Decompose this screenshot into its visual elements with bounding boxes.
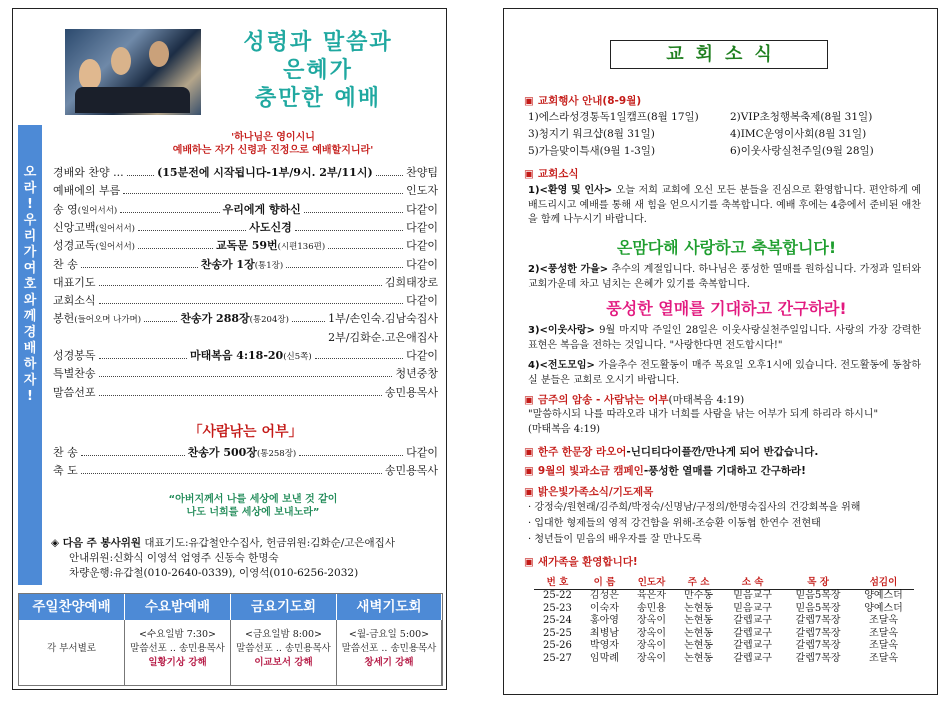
table-cell: 25-25: [543, 627, 572, 639]
square-bullet-icon: ▣: [524, 556, 534, 568]
paragraph-label: 2)<풍성한 가을>: [528, 264, 609, 275]
order-item-name: [53, 347, 96, 363]
order-item-name: [53, 444, 78, 460]
dotted-leader: [99, 387, 382, 396]
section-heading-text: 금주의 암송 - 사람낚는 어부: [537, 394, 669, 406]
order-item-leader: 찬양팀: [406, 166, 439, 179]
order-item-name: [53, 219, 135, 235]
church-news-page: [503, 8, 938, 695]
side-banner-char: 라: [23, 181, 37, 196]
order-item-name: [53, 384, 96, 400]
square-bullet-icon: ▣: [524, 446, 534, 458]
memory-verse: "말씀하시되 나를 따라오라 내가 너희를 사람을 낚는 어부가 되게 하리라 하시니": [528, 409, 879, 420]
order-item-leader: 다같이: [406, 220, 438, 234]
service-heading: 금요기도회: [231, 594, 337, 620]
order-name-text: 찬 송: [53, 257, 78, 271]
servers-line: 안내위원:신화식 이영석 엄영주 신동숙 한명숙: [69, 552, 279, 564]
order-name-text: 송 영: [53, 202, 78, 216]
order-item-name: [53, 310, 141, 326]
order-item-detail: [188, 444, 297, 460]
order-item: [53, 329, 438, 346]
servers-line: 차량운행:유갑철(010-2640-0339), 이영석(010-6256-2032): [69, 567, 359, 579]
order-name-text: 축 도: [53, 464, 78, 478]
prayer-item: · 강정숙/원현래/김주희/박정숙/신명남/구정의/한명숙집사의 건강회복을 위해: [528, 502, 861, 513]
square-bullet-icon: ▣: [524, 394, 534, 406]
order-item: [53, 365, 438, 382]
dotted-leader: [99, 350, 187, 359]
top-verse: [153, 131, 393, 157]
order-name-text: 교회소식: [53, 294, 96, 308]
servers-heading: ◈ 다음 주 봉사위원: [51, 537, 142, 549]
table-cell: 만수동: [684, 590, 714, 601]
order-detail-note: (신5쪽): [283, 352, 312, 362]
order-detail-text: (15분전에 시작됩니다-1부/9시. 2부/11시): [157, 166, 373, 179]
table-cell: 25-23: [543, 602, 572, 614]
table-cell: 조달옥: [869, 615, 899, 626]
section-heading: [524, 392, 929, 407]
table-cell: 갈렙교구: [733, 652, 772, 664]
worship-title: [193, 29, 443, 113]
dotted-leader: [99, 295, 404, 304]
order-item: [53, 219, 438, 236]
order-detail-text: 찬송가 288장: [180, 312, 250, 326]
order-item: [53, 310, 438, 327]
memory-verse-reference: (마태복음 4:19): [528, 424, 601, 435]
table-cell: 갈렙7목장: [795, 640, 841, 651]
dotted-leader: [81, 259, 198, 268]
highlight-message: 온맘다해 사랑하고 축복합니다!: [616, 238, 837, 257]
table-cell: 장옥이: [637, 615, 666, 626]
title-line: 성령과 말씀과: [243, 30, 393, 55]
section-heading-text: -풍성한 열매를 기대하고 간구하라!: [643, 465, 806, 477]
table-header-cell: 인도자: [628, 573, 675, 590]
table-cell: 믿음교구: [733, 602, 772, 614]
table-cell: 박영자: [589, 640, 619, 651]
order-item-name: [53, 201, 117, 217]
order-item: [53, 462, 438, 479]
order-item-leader: 김희태장로: [384, 275, 438, 289]
dotted-leader: [123, 185, 403, 194]
order-item-leader: 청년중창: [395, 367, 438, 381]
dotted-leader: [286, 259, 403, 268]
order-item-name: [53, 256, 78, 272]
order-name-text: 예배에의 부름: [53, 184, 121, 198]
dotted-leader: [315, 350, 403, 359]
section-heading-text: 교회소식: [537, 168, 579, 180]
order-name-text: 찬 송: [53, 446, 78, 459]
order-name-text: 봉헌: [53, 312, 75, 326]
order-item: [53, 347, 438, 364]
table-body: [534, 590, 914, 666]
order-detail-note: (통204장): [249, 315, 289, 326]
table-row: [534, 628, 914, 641]
dotted-leader: [81, 465, 382, 474]
section-heading: [524, 554, 929, 569]
order-detail-note: (시편136편): [277, 242, 326, 253]
event-item: 2)VIP초청행복축제(8월 31일): [730, 111, 873, 123]
next-week-servers: [51, 536, 446, 581]
order-detail-text: 우리에게 향하신: [222, 202, 301, 216]
table-cell: 논현동: [684, 640, 714, 651]
order-item-name: [53, 292, 96, 308]
order-item-name: [53, 365, 96, 381]
paragraph-text: 오늘 저희 교회에 오신 모든 분들을 진심으로 환영합니다. 편안하게 예배드리시고 예배를 통해 새 힘을 얻으시기를 축복합니다. 예배 후에는 4층에서 준비된 애찬을 함께 나누시기 바랍니다.: [528, 185, 921, 225]
service-heading: 수요밤예배: [125, 594, 231, 620]
prayer-item: · 입대한 형제들의 영적 강건함을 위해-조승환 이동협 한연수 전현태: [528, 518, 821, 529]
table-cell: 논현동: [684, 652, 714, 664]
order-item: [53, 164, 438, 181]
table-cell: 장옥이: [637, 627, 666, 639]
table-header-cell: 목 장: [783, 573, 853, 590]
order-item-name: [53, 274, 96, 290]
order-item-name: [53, 462, 78, 478]
service-line: 말씀선포 .. 송민용목사: [341, 643, 437, 654]
order-detail-note: (통1장): [254, 260, 284, 271]
dotted-leader: [376, 167, 403, 176]
order-item: [53, 201, 438, 218]
table-header-cell: 섬김이: [853, 573, 914, 590]
side-banner-char: 가: [23, 245, 37, 260]
section-heading: [524, 463, 929, 478]
dotted-leader: [99, 368, 393, 377]
order-item-name: [53, 164, 124, 180]
servers-line: 대표기도:유갑철안수집사, 헌금위원:김화순/고은애집사: [144, 537, 395, 549]
section-heading-text: 교회행사 안내(8-9월): [537, 95, 642, 107]
event-item: 1)에스라성경통독1일캠프(8월 17일): [528, 111, 699, 123]
verse-line: “아버지께서 나를 세상에 보낸 것 같이: [168, 494, 338, 505]
table-cell: 조달옥: [869, 652, 899, 664]
order-item-name: [53, 237, 135, 253]
order-item-leader: 송민용목사: [384, 385, 438, 399]
worship-order-page: [12, 8, 447, 690]
section-reference: (마태복음 4:19): [668, 394, 745, 406]
order-name-text: 말씀선포: [53, 385, 96, 399]
dotted-leader: [120, 204, 219, 213]
order-item-detail: [201, 256, 283, 272]
order-detail-note: (통258장): [256, 449, 297, 459]
square-bullet-icon: ▣: [524, 168, 534, 180]
service-details: [337, 620, 442, 685]
order-item-detail: [180, 310, 289, 326]
section-heading-text: 밝은빛가족소식/기도제목: [537, 486, 654, 498]
paragraph-text: 9월 마지막 주일인 28일은 이웃사랑실천주일입니다. 사랑의 가장 강력한 표현은 복음을 전하는 것입니다. "사랑한다면 전도합시다!": [528, 325, 921, 351]
order-item-leader: 인도자: [406, 184, 438, 198]
service-heading: 주일찬양예배: [19, 594, 125, 620]
dotted-leader: [304, 204, 403, 213]
table-cell: 양예스더: [864, 602, 903, 614]
section-heading: [524, 93, 929, 108]
order-item-leader: 송민용목사: [384, 464, 438, 478]
dotted-leader: [99, 277, 382, 286]
table-cell: 갈렙교구: [733, 640, 772, 651]
order-item-leader: 다같이: [406, 257, 439, 271]
title-line: 은혜가: [283, 58, 353, 83]
dotted-leader: [81, 447, 185, 456]
order-detail-text: 교독문 59번: [215, 239, 278, 253]
table-cell: 갈렙7목장: [795, 615, 841, 626]
order-item: [53, 182, 438, 199]
order-name-text: 성경교독: [53, 239, 96, 253]
order-item-leader: 다같이: [406, 349, 439, 362]
service-line: 말씀선포 .. 송민용목사: [236, 643, 331, 654]
order-item-detail: [249, 219, 292, 235]
side-banner: [18, 125, 42, 585]
service-heading: 새벽기도회: [337, 594, 442, 620]
order-item-detail: [190, 347, 312, 363]
service-details: [231, 620, 337, 685]
services-table: [18, 593, 443, 686]
highlight-message: 풍성한 열매를 기대하고 간구하라!: [606, 299, 847, 318]
paragraph-label: 4)<전도모임>: [528, 360, 595, 371]
order-item-name: [53, 182, 120, 198]
order-name-note: (일어서서): [95, 242, 135, 253]
title-line: 충만한 예배: [255, 86, 381, 111]
table-row: [534, 590, 914, 603]
side-banner-char: 자: [23, 373, 37, 388]
section-heading-text: -닌디티다이플깐/만나게 되어 반갑습니다.: [626, 446, 819, 458]
table-cell: 김성은: [589, 590, 619, 601]
table-header-cell: 주 소: [675, 573, 722, 590]
news-paragraph: [528, 184, 921, 228]
order-item-detail: [157, 164, 373, 180]
order-item: [53, 256, 438, 273]
section-heading: [524, 444, 929, 459]
table-cell: 믿음5목장: [795, 602, 841, 614]
section-heading-text: 새가족을 환영합니다!: [537, 556, 638, 568]
side-banner-char: 와: [23, 293, 37, 308]
order-item-leader: 다같이: [406, 446, 438, 459]
event-item: 6)이웃사랑실천주일(9월 28일): [730, 145, 874, 157]
side-banner-char: 께: [23, 309, 37, 324]
side-banner-char: 리: [23, 229, 37, 244]
table-cell: 갈렙교구: [733, 615, 772, 626]
event-item: 3)청지기 워크샵(8월 31일): [528, 128, 655, 140]
section-heading-text: 한주 한문장 라오어: [537, 446, 627, 458]
table-cell: 이숙자: [589, 602, 619, 614]
order-item-detail: [216, 237, 325, 253]
table-row: [534, 653, 914, 666]
order-name-text: 특별찬송: [53, 367, 96, 381]
paragraph-text: 추수의 계절입니다. 하나님은 풍성한 열매를 원하십니다. 가정과 일터와 교회가운데 차고 넘치는 은혜가 있기를 축복합니다.: [528, 264, 921, 290]
dotted-leader: [144, 313, 177, 322]
order-item-leader: 다같이: [406, 294, 438, 308]
news-paragraph: [528, 324, 921, 353]
verse-line: 나도 너희를 세상에 보내노라”: [186, 507, 320, 518]
order-item-leader: 다같이: [406, 202, 438, 216]
news-paragraph: [528, 263, 921, 292]
service-line: <금요일밤 8:00>: [245, 629, 322, 640]
table-cell: 갈렙7목장: [795, 627, 841, 639]
table-cell: 믿음5목장: [795, 590, 841, 601]
service-line: 일황기상 강해: [148, 657, 207, 668]
side-banner-char: 하: [23, 357, 37, 372]
service-line: 말씀선포 .. 송민용목사: [130, 643, 225, 654]
table-cell: 송민용: [637, 602, 666, 614]
table-cell: 장옥이: [637, 652, 666, 664]
order-detail-text: 마태복음 4:18-20: [189, 349, 284, 362]
prayer-item: · 청년들이 믿음의 배우자를 잘 만나도록: [528, 534, 702, 545]
table-cell: 육은자: [637, 590, 666, 601]
side-banner-char: !: [27, 389, 33, 404]
sermon-title: 「사람낚는 어부」: [188, 424, 303, 440]
service-details: [125, 620, 231, 685]
news-paragraph: [528, 359, 921, 388]
verse-line: '하나님은 영이시니: [231, 132, 315, 143]
order-detail-text: 사도신경: [249, 220, 292, 234]
table-cell: 25-27: [543, 652, 572, 664]
order-name-text: 성경봉독: [53, 349, 96, 362]
dotted-leader: [299, 447, 403, 456]
bottom-verse: [103, 493, 403, 519]
service-details: [19, 620, 125, 685]
table-cell: 25-24: [543, 615, 572, 626]
order-name-note: (일어서서): [77, 205, 118, 216]
table-cell: 25-26: [543, 640, 572, 651]
side-banner-char: 경: [23, 325, 37, 340]
table-cell: 논현동: [684, 615, 714, 626]
square-bullet-icon: ▣: [524, 486, 534, 498]
order-name-note: (일어서서): [95, 223, 135, 234]
news-title: 교회소식: [610, 40, 828, 69]
order-item-leader: 다같이: [406, 239, 439, 253]
table-cell: 임막례: [589, 652, 619, 664]
table-row: [534, 603, 914, 616]
table-cell: 논현동: [684, 602, 714, 614]
order-item: [53, 292, 438, 309]
side-banner-char: 우: [23, 213, 37, 228]
table-row: [534, 615, 914, 628]
order-name-note: (들어오며 나가며): [74, 315, 142, 326]
side-banner-char: 호: [23, 277, 37, 292]
order-item-leader: 2부/김화순.고은애집사: [328, 330, 438, 344]
event-item: 4)IMC운영이사회(8월 31일): [730, 128, 867, 140]
order-item: [53, 444, 438, 461]
verse-line: 예배하는 자가 신령과 진정으로 예배할지니라': [172, 145, 374, 156]
square-bullet-icon: ▣: [524, 465, 534, 477]
section-heading: [524, 484, 929, 499]
side-banner-char: 여: [23, 261, 37, 276]
table-cell: 장옥이: [637, 640, 666, 651]
section-heading-text: 9월의 빛과소금 캠페인: [537, 465, 644, 477]
table-cell: 조달옥: [869, 627, 899, 639]
dotted-leader: [295, 222, 403, 231]
dotted-leader: [127, 167, 154, 176]
section-heading: [524, 166, 929, 181]
dotted-leader: [292, 313, 325, 322]
table-cell: 양예스더: [864, 590, 903, 601]
order-name-text: 대표기도: [53, 275, 96, 289]
new-members-table: [534, 573, 914, 665]
table-header-cell: 번 호: [534, 573, 581, 590]
event-item: 5)가을맞이특새(9월 1-3일): [528, 145, 656, 157]
order-item: [53, 274, 438, 291]
order-name-text: 신앙고백: [53, 220, 96, 234]
service-line: 창세기 강해: [364, 657, 414, 668]
order-detail-text: 찬송가 500장: [187, 446, 257, 459]
worship-photo: [65, 29, 201, 115]
table-cell: 믿음교구: [733, 590, 772, 601]
table-cell: 논현동: [684, 627, 714, 639]
dotted-leader: [328, 240, 403, 249]
square-bullet-icon: ▣: [524, 95, 534, 107]
table-header-row: [534, 573, 914, 590]
table-header-cell: 이 름: [581, 573, 628, 590]
table-cell: 갈렙교구: [733, 627, 772, 639]
order-item: [53, 384, 438, 401]
table-cell: 25-22: [543, 590, 572, 601]
side-banner-char: 배: [23, 341, 37, 356]
paragraph-label: 1)<환영 및 인사>: [528, 185, 613, 196]
paragraph-text: 가을추수 전도활동이 매주 목요일 오후1시에 있습니다. 전도활동에 동참하실 분들은 교회로 오시기 바랍니다.: [528, 360, 921, 386]
table-cell: 최병남: [589, 627, 619, 639]
service-line: 각 부서별로: [47, 643, 96, 654]
table-header-cell: 소 속: [722, 573, 783, 590]
service-line: <월-금요일 5:00>: [348, 629, 430, 640]
table-cell: 홍아영: [589, 615, 619, 626]
service-line: <수요일밤 7:30>: [139, 629, 216, 640]
dotted-leader: [138, 222, 246, 231]
order-detail-text: 찬송가 1장: [200, 257, 255, 271]
paragraph-label: 3)<이웃사랑>: [528, 325, 595, 336]
table-row: [534, 640, 914, 653]
side-banner-char: 오: [23, 165, 37, 180]
order-item: [53, 237, 438, 254]
dotted-leader: [138, 240, 213, 249]
service-line: 이교보서 강해: [254, 657, 313, 668]
table-cell: 갈렙7목장: [795, 652, 841, 664]
order-item-leader: 1부/손인숙.김남숙집사: [328, 312, 438, 326]
order-name-text: 경배와 찬양 ...: [53, 166, 124, 179]
order-item-detail: [223, 201, 301, 217]
table-cell: 조달옥: [869, 640, 899, 651]
side-banner-char: !: [27, 197, 33, 212]
